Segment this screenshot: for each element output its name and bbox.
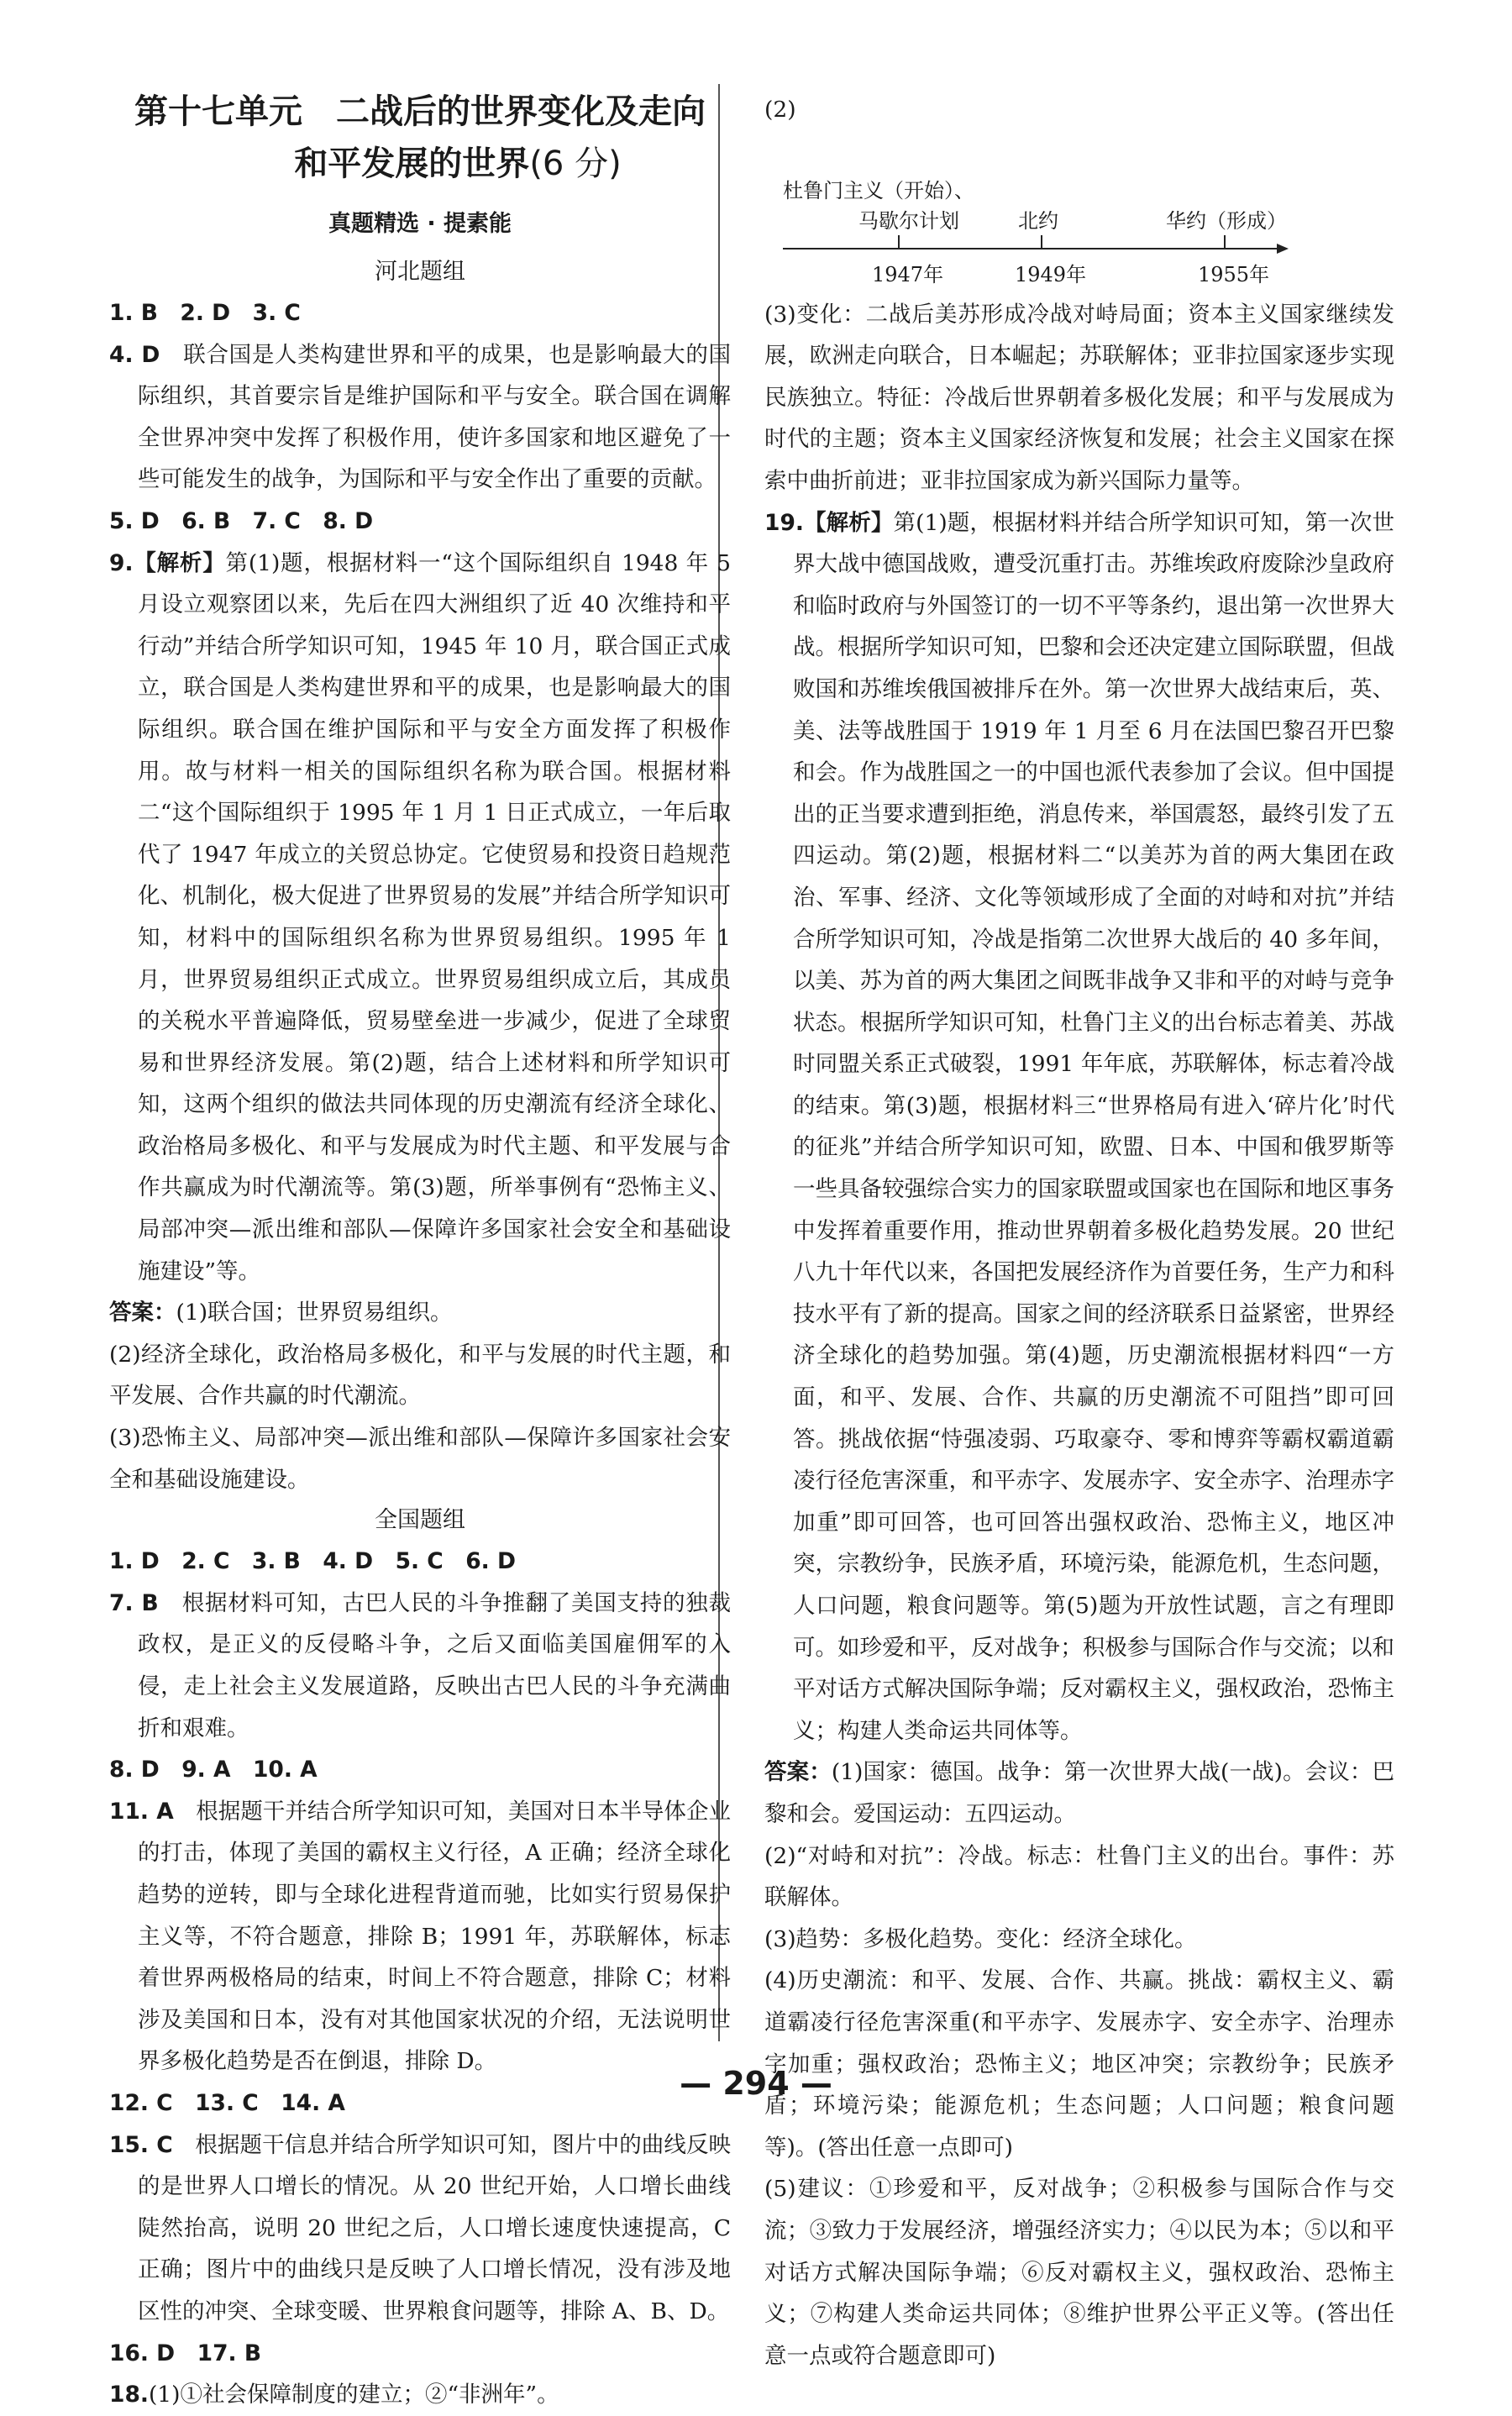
analysis-tag: 【解析】 [133,549,226,576]
timeline-year-1949: 1949年 [1015,262,1087,286]
answer-keys: 8. D 9. A 10. A [109,1757,318,1783]
question-18-part2-label: (2) [764,97,796,123]
group-heading-hebei: 河北题组 [375,259,465,285]
answer-label: 答案： [109,1300,176,1326]
answer-line [109,1541,731,1583]
group-heading-national: 全国题组 [375,1507,465,1534]
question-number: 7. B [109,1589,159,1616]
answer-text: (3)恐怖主义、局部冲突—派出维和部队—保障许多国家社会安全和基础设施建设。 [109,1425,731,1493]
question-number: 18. [109,2382,149,2408]
answer-text: (3)趋势：多极化趋势。变化：经济全球化。 [764,1925,1197,1952]
question-number: 11. A [109,1798,174,1825]
unit-score: (6 分) [529,144,622,183]
timeline-diagram [764,134,1394,292]
answer-keys: 5. D 6. B 7. C 8. D [109,507,374,534]
analysis-text: 第(1)题，根据材料并结合所学知识可知，第一次世界大战中德国战败，遭受沉重打击。苏维埃政府废除沙皇政府和临时政府与外国签订的一切不平等条约，退出第一次世界大战。根据所学知识可知，巴黎和会还决定建立国际联盟，但战败国和苏维埃俄国被排斥在外。第一次世界大战结束后，英、美、法等战胜国于 1919 年 1 月至 6 月在法国巴黎召开巴黎和会。作为战胜国之一的中国也派代表参加了会议。但中国提出的正当要求遭到拒绝，消息传来，举国震怒，最终引发了五四运动。第(2)题，根据材料二“以美苏为首的两大集团在政治、军事、经济、文化等领域形成了全面的对峙和对抗”并结合所学知识可知，冷战是指第二次世界大战后的 40 多年间，以美、苏为首的两大集团之间既非战争又非和平的对峙与竞争状态。根据所学知识可知，杜鲁门主义的出台标志着美、苏战时同盟关系正式破裂，1991 年年底，苏联解体，标志着冷战的结束。第(3)题，根据材料三“世界格局有进入‘碎片化’时代的征兆”并结合所学知识可知，欧盟、日本、中国和俄罗斯等一些具备较强综合实力的国家联盟或国家也在国际和地区事务中发挥着重要作用，推动世界朝着多极化趋势发展。20 世纪八九十年代以来，各国把发展经济作为首要任务，生产力和科技水平有了新的提高。国家之间的经济联系日益紧密，世界经济全球化的趋势加强。第(4)题，历史潮流根据材料四“一方面，和平、发展、合作、共赢的历史潮流不可阻挡”即可回答。挑战依据“恃强凌弱、巧取豪夺、零和博弈等霸权霸道霸凌行径危害深重，和平赤字、发展赤字、安全赤字、治理赤字加重”即可回答，也可回答出强权政治、恐怖主义，地区冲突，宗教纷争，民族矛盾，环境污染，能源危机，生态问题，人口问题，粮食问题等。第(5)题为开放性试题，言之有理即可。如珍爱和平，反对战争；积极参与国际合作与交流；以和平对话方式解决国际争端；反对霸权主义，强权政治，恐怖主义；构建人类命运共同体等。 [793,509,1394,1744]
question-18-part3: (3)变化：二战后美苏形成冷战对峙局面；资本主义国家继续发展，欧洲走向联合，日本崛起；苏联解体；亚非拉国家逐步实现民族独立。特征：冷战后世界朝着多极化发展；和平与发展成为时代的主题；资本主义国家经济恢复和发展；社会主义国家在探索中曲折前进；亚非拉国家成为新兴国际力量等。 [764,301,1394,494]
unit-title [109,86,731,190]
answer-label: 答案： [764,1759,832,1786]
answer-block [764,1752,1394,1835]
answer-text: (4)历史潮流：和平、发展、合作、共赢。挑战：霸权主义、霸道霸凌行径危害深重(和平赤字、发展赤字、安全赤字、治理赤字加重；强权政治；恐怖主义；地区冲突；宗教纷争；民族矛盾；环境污染；能源危机；生态问题；人口问题；粮食问题等)。(答出任意一点即可) [764,1967,1394,2161]
timeline-arrow [1277,244,1289,254]
timeline-event-marshall: 马歇尔计划 [858,208,959,233]
question-text: 根据材料可知，古巴人民的斗争推翻了美国支持的独裁政权，是正义的反侵略斗争，之后又面临美国雇佣军的入侵，走上社会主义发展道路，反映出古巴人民的斗争充满曲折和艰难。 [138,1589,732,1741]
question-4 [109,334,731,501]
question-19 [764,502,1394,1752]
answer-keys: 1. D 2. C 3. B 4. D 5. C 6. D [109,1548,516,1575]
analysis-tag: 【解析】 [803,509,894,536]
answer-line [109,1749,731,1791]
answer-block [109,1292,731,1334]
question-number: 9. [109,549,134,576]
answer-line [109,2333,731,2375]
right-column [764,89,1394,2377]
unit-title-line2 [109,138,731,190]
timeline-year-1947: 1947年 [872,262,944,286]
question-number: 19. [764,509,804,536]
answer-keys: 1. B 2. D 3. C [109,300,301,326]
answer-text: (1)联合国；世界贸易组织。 [176,1300,453,1326]
answer-keys: 16. D 17. B [109,2340,262,2366]
answer-text: (1)国家：德国。战争：第一次世界大战(一战)。会议：巴黎和会。爱国运动：五四运动。 [764,1759,1395,1827]
question-number: 15. C [109,2131,173,2158]
question-9 [109,543,731,1293]
answer-text: (2)“对峙和对抗”：冷战。标志：杜鲁门主义的出台。事件：苏联解体。 [764,1842,1394,1911]
answer-line [109,501,731,543]
question-text: 联合国是人类构建世界和平的成果，也是影响最大的国际组织，其首要宗旨是维护国际和平与安全。联合国在调解全世界冲突中发挥了积极作用，使许多国家和地区避免了一些可能发生的战争，为国际和平与安全作出了重要的贡献。 [138,341,732,493]
unit-title-line1: 第十七单元 二战后的世界变化及走向 [134,92,706,131]
answer-keys: 12. C 13. C 14. A [109,2089,345,2116]
question-7 [109,1583,731,1749]
question-text: 根据题干信息并结合所学知识可知，图片中的曲线反映的是世界人口增长的情况。从 20 世纪开始，人口增长曲线陡然抬高，说明 20 世纪之后，人口增长速度快速提高，C 正确；图片中的曲线只是反映了人口增长情况，没有涉及地区性的冲突、全球变暖、世界粮食问题等，排除 A、B、D。 [138,2131,732,2324]
timeline-event-nato: 北约 [1018,208,1058,233]
question-number: 4. D [109,341,160,368]
section-heading: 真题精选 · 提素能 [328,211,512,237]
question-18 [109,2374,731,2416]
timeline-event-truman: 杜鲁门主义（开始）、 [783,178,974,202]
answer-line [109,292,731,334]
answer-text: (5)建议：①珍爱和平，反对战争；②积极参与国际合作与交流；③致力于发展经济，增强经济实力；④以民为本；⑤以和平对话方式解决国际争端；⑥反对霸权主义，强权政治、恐怖主义；⑦构建人类命运共同体；⑧维护世界公平正义等。(答出任意一点或符合题意即可) [764,2176,1394,2369]
question-15 [109,2125,731,2333]
timeline-year-1955: 1955年 [1198,262,1270,286]
timeline-event-warsaw: 华约（形成） [1166,208,1287,233]
page-number: — 294 — [680,2065,832,2102]
question-text: 根据题干并结合所学知识可知，美国对日本半导体企业的打击，体现了美国的霸权主义行径，A 正确；经济全球化趋势的逆转，即与全球化进程背道而驰，比如实行贸易保护主义等，不符合题意，排除 B；1991 年，苏联解体，标志着世界两极格局的结束，时间上不符合题意，排除 C；材料涉及美国和日本，没有对其他国家状况的介绍，无法说明世界多极化趋势是否在倒退，排除 D。 [138,1798,731,2075]
answer-text: (2)经济全球化，政治格局多极化，和平与发展的时代主题，和平发展、合作共赢的时代潮流。 [109,1341,731,1410]
question-11 [109,1791,731,2082]
analysis-text: 第(1)题，根据材料一“这个国际组织自 1948 年 5 月设立观察团以来，先后在四大洲组织了近 40 次维持和平行动”并结合所学知识可知，1945 年 10 月，联合国正式成立，联合国是人类构建世界和平的成果，也是影响最大的国际组织。联合国在维护国际和平与安全方面发挥了积极作用。故与材料一相关的国际组织名称为联合国。根据材料二“这个国际组织于 1995 年 1 月 1 日正式成立，一年后取代了 1947 年成立的关贸总协定。它使贸易和投资日趋规范化、机制化，极大促进了世界贸易的发展”并结合所学知识可知，材料中的国际组织名称为世界贸易组织。1995 年 1 月，世界贸易组织正式成立。世界贸易组织成立后，其成员的关税水平普遍降低，贸易壁垒进一步减少，促进了全球贸易和世界经济发展。第(2)题，结合上述材料和所学知识可知，这两个组织的做法共同体现的历史潮流有经济全球化、政治格局多极化、和平与发展成为时代主题、和平发展与合作共赢成为时代潮流等。第(3)题，所举事例有“恐怖主义、局部冲突—派出维和部队—保障许多国家社会安全和基础设施建设”等。 [138,549,732,1284]
unit-title-text: 和平发展的世界 [294,144,530,183]
question-text: (1)①社会保障制度的建立；②“非洲年”。 [148,2382,559,2408]
